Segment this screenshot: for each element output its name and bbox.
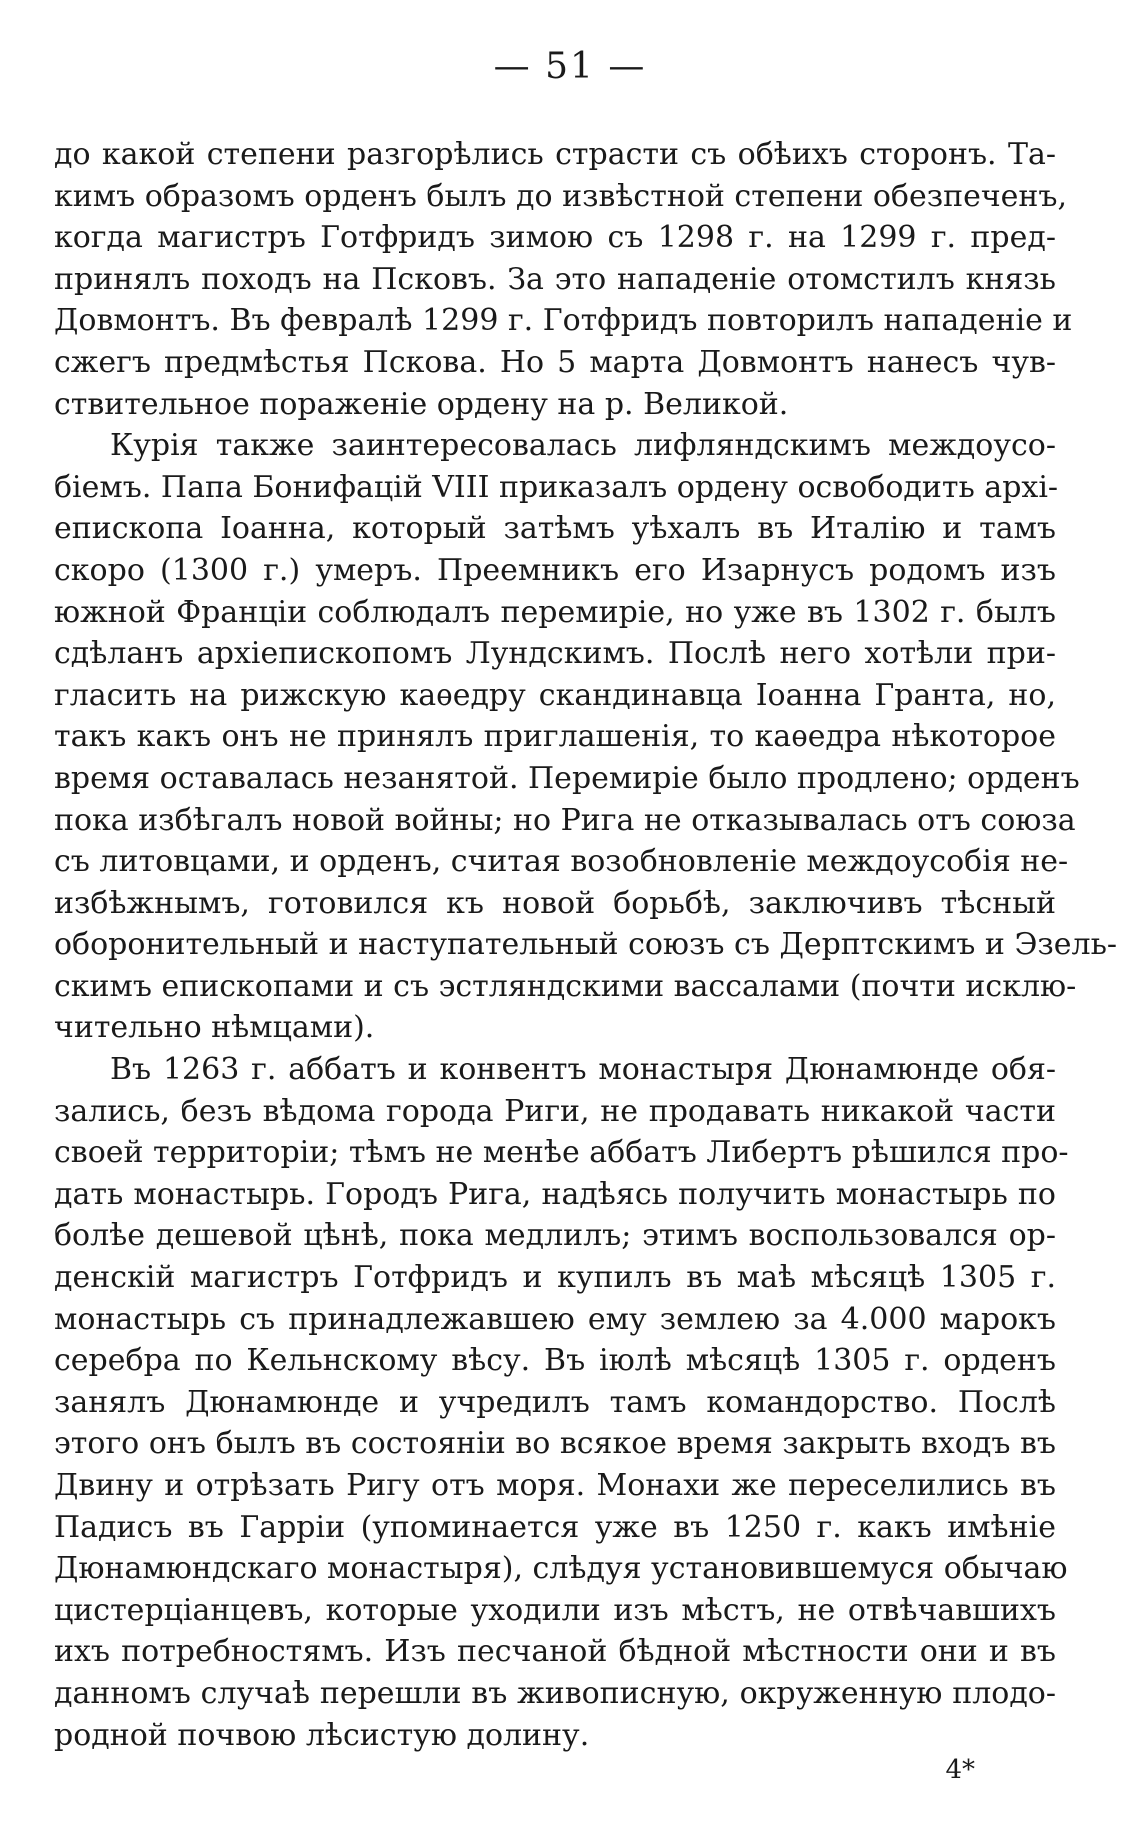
text-line: Падисъ въ Гарріи (упоминается уже въ 1250 г. какъ имѣніе	[54, 1509, 1056, 1545]
text-line: сдѣланъ архіепископомъ Лундскимъ. Послѣ него хотѣли при-	[54, 636, 1056, 672]
paragraph-2	[54, 425, 1118, 1049]
text-line: этого онъ былъ въ состояніи во всякое время закрыть входъ въ	[54, 1426, 1056, 1462]
text-body	[54, 134, 1118, 1756]
text-line: дать монастырь. Городъ Рига, надѣясь получить монастырь по	[54, 1176, 1056, 1212]
paragraph-1	[54, 134, 1073, 425]
text-line: ихъ потребностямъ. Изъ песчаной бѣдной мѣстности они и въ	[54, 1634, 1056, 1670]
text-line: Дюнамюндскаго монастыря), слѣдуя установившемуся обычаю	[54, 1551, 1068, 1587]
text-line: Двину и отрѣзать Ригу отъ моря. Монахи же переселились въ	[54, 1468, 1056, 1503]
signature-mark: 4*	[945, 1755, 975, 1785]
page-number: — 51 —	[493, 46, 647, 87]
text-line: пока избѣгалъ новой войны; но Рига не отказывалась отъ союза	[54, 802, 1076, 838]
text-line: занялъ Дюнамюнде и учредилъ тамъ командорство. Послѣ	[54, 1384, 1056, 1420]
text-line: своей территоріи; тѣмъ не менѣе аббатъ Либертъ рѣшился про-	[54, 1135, 1069, 1171]
text-line: монастырь съ принадлежавшею ему землею за 4.000 марокъ	[54, 1301, 1056, 1337]
text-line: скоро (1300 г.) умеръ. Преемникъ его Изарнусъ родомъ изъ	[54, 552, 1056, 588]
text-line: кимъ образомъ орденъ былъ до извѣстной степени обезпеченъ,	[54, 178, 1068, 214]
text-line: серебра по Кельнскому вѣсу. Въ іюлѣ мѣсяцѣ 1305 г. орденъ	[54, 1343, 1056, 1379]
text-line: съ литовцами, и орденъ, считая возобновленіе междоусобія не-	[54, 844, 1069, 880]
text-line: епископа Іоанна, который затѣмъ уѣхалъ въ Италію и тамъ	[54, 511, 1056, 547]
text-line: біемъ. Папа Бонифацій VIII приказалъ ордену освободить архі-	[54, 469, 1059, 505]
text-line: южной Франціи соблюдалъ перемиріе, но уже въ 1302 г. былъ	[54, 594, 1056, 630]
text-line: зались, безъ вѣдома города Риги, не продавать никакой части	[54, 1093, 1056, 1129]
text-line: данномъ случаѣ перешли въ живописную, окруженную плодо-	[54, 1675, 1056, 1711]
paragraph-3	[54, 1049, 1069, 1756]
text-line: ствительное пораженіе ордену на р. Великой.	[54, 386, 789, 422]
text-line: до какой степени разгорѣлись страсти съ обѣихъ сторонъ. Та-	[54, 137, 1056, 172]
text-line: скимъ епископами и съ эстляндскими вассалами (почти исклю-	[54, 968, 1077, 1004]
text-line: болѣе дешевой цѣнѣ, пока медлилъ; этимъ воспользовался ор-	[54, 1218, 1056, 1254]
text-line: гласить на рижскую каѳедру скандинавца Іоанна Гранта, но,	[54, 677, 1056, 713]
text-line: избѣжнымъ, готовился къ новой борьбѣ, заключивъ тѣсный	[54, 885, 1056, 921]
text-line: Въ 1263 г. аббатъ и конвентъ монастыря Дюнамюнде обя-	[110, 1052, 1056, 1088]
text-line: время оставалась незанятой. Перемиріе было продлено; орденъ	[54, 760, 1080, 796]
text-line: такъ какъ онъ не принялъ приглашенія, то каѳедра нѣкоторое	[54, 719, 1056, 755]
text-line: когда магистръ Готфридъ зимою съ 1298 г. на 1299 г. пред-	[54, 220, 1056, 256]
text-line: денскій магистръ Готфридъ и купилъ въ маѣ мѣсяцѣ 1305 г.	[54, 1260, 1056, 1296]
text-line: цистерціанцевъ, которые уходили изъ мѣстъ, не отвѣчавшихъ	[54, 1592, 1056, 1628]
text-line: чительно нѣмцами).	[54, 1010, 375, 1046]
text-line: Довмонтъ. Въ февралѣ 1299 г. Готфридъ повторилъ нападеніе и	[54, 303, 1073, 339]
text-line: принялъ походъ на Псковъ. За это нападеніе отомстилъ князь	[54, 261, 1056, 297]
text-line: сжегъ предмѣстья Пскова. Но 5 марта Довмонтъ нанесъ чув-	[54, 344, 1056, 380]
text-line: Курія также заинтересовалась лифляндскимъ междоусо-	[110, 428, 1056, 464]
text-line: родной почвою лѣсистую долину.	[54, 1717, 590, 1753]
text-line: оборонительный и наступательный союзъ съ Дерптскимъ и Эзель-	[54, 927, 1118, 963]
